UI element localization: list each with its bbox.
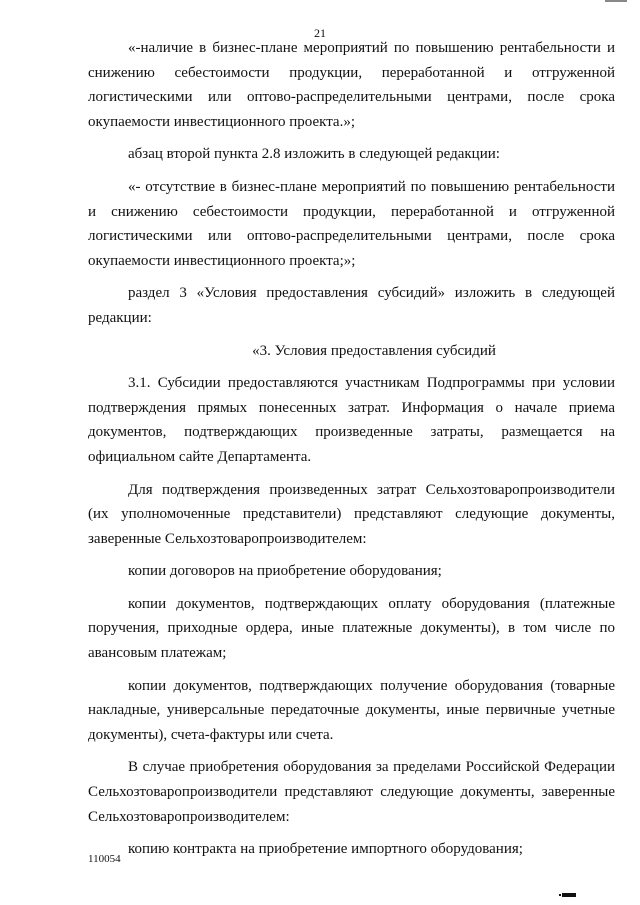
paragraph-confirmation-documents: Для подтверждения произведенных затрат Сельхозтоваропроизводители (их уполномоченные представители) представляют следующие документы, заверенные Сельхозтоваропроизводителем: bbox=[88, 481, 615, 547]
paragraph-3-1: 3.1. Субсидии предоставляются участникам Подпрограммы при условии подтверждения прямых понесенных затрат. Информация о начале приема документов, подтверждающих произведенные затраты, размещается на официальном сайте Департамента. bbox=[88, 375, 615, 465]
paragraph-amend-section-3: раздел 3 «Условия предоставления субсидий» изложить в следующей редакции: bbox=[88, 285, 615, 326]
list-item-import-contract: копию контракта на приобретение импортного оборудования; bbox=[128, 841, 523, 858]
page-number: 21 bbox=[314, 26, 326, 40]
list-item-payment-documents: копии документов, подтверждающих оплату оборудования (платежные поручения, приходные ордера, иные платежные документы), в том числе по авансовым платежам; bbox=[88, 595, 615, 662]
paragraph-foreign-purchase: В случае приобретения оборудования за пределами Российской Федерации Сельхозтоваропроизводители представляют следующие документы, заверенные Сельхозтоваропроизводителем: bbox=[88, 759, 615, 825]
document-body bbox=[88, 36, 615, 870]
list-item-contract-copies: копии договоров на приобретение оборудования; bbox=[128, 563, 442, 580]
paragraph-amend-clause-2-8: абзац второй пункта 2.8 изложить в следующей редакции: bbox=[128, 146, 500, 163]
top-corner-mark bbox=[605, 0, 627, 2]
document-code: 110054 bbox=[88, 853, 121, 865]
paragraph-absence-in-business-plan: «- отсутствие в бизнес-плане мероприятий по повышению рентабельности и снижению себестоимости продукции, переработанной и отгруженной логистическими или оптово-распределительными центрами, после срока окупаемости инвестиционного проекта;»; bbox=[88, 178, 615, 269]
paragraph-business-plan-profitability: «-наличие в бизнес-плане мероприятий по повышению рентабельности и снижению себестоимости продукции, переработанной и отгруженной логистическими или оптово-распределительными центрами, после срока окупаемости инвестиционного проекта.»; bbox=[88, 40, 615, 130]
section-3-heading: «3. Условия предоставления субсидий bbox=[252, 342, 496, 359]
corner-mark bbox=[562, 893, 576, 897]
list-item-receipt-documents: копии документов, подтверждающих получение оборудования (товарные накладные, универсальные передаточные документы, иные первичные учетные документы), счета-фактуры или счета. bbox=[88, 677, 615, 743]
